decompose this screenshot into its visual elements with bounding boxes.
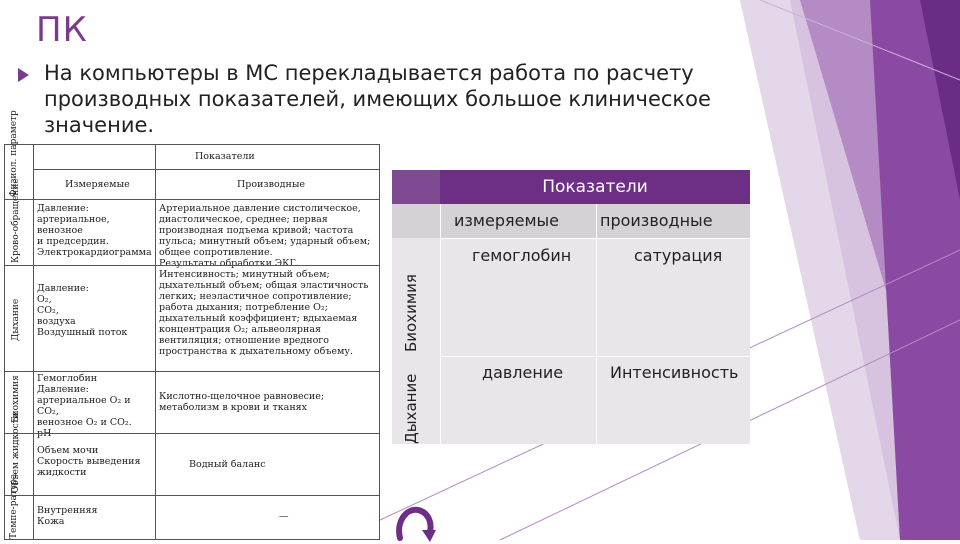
scan-cell: Гемоглобин Давление: артериальное O₂ и CO₂, венозное O₂ и CO₂. pH <box>37 373 132 439</box>
scan-col-derived: Производные <box>237 179 306 190</box>
row-label-breathing: Дыхание <box>402 373 420 444</box>
curved-arrow-icon[interactable] <box>392 500 438 544</box>
scan-cell: Давление: артериальное, венозное и предсердин. Электрокардиограмма <box>37 203 152 258</box>
scan-cell: — <box>279 511 289 522</box>
scan-col-measured: Измеряемые <box>65 179 130 190</box>
table-divider <box>440 238 750 239</box>
table-header-label: Показатели <box>542 177 648 197</box>
slide-title: ПК <box>36 10 88 50</box>
scan-col-divider <box>155 145 156 539</box>
column-derived: производные <box>600 211 713 230</box>
scanned-table-image <box>4 110 380 540</box>
scan-cell: Давление: O₂, CO₂, воздуха Воздушный поток <box>37 283 128 338</box>
scan-row-line <box>5 433 379 434</box>
scan-row-head: Объем жидкости <box>11 412 21 493</box>
bullet-text: На компьютеры в МС перекладывается работа по расчету производных показателей, имеющих большое клиническое значение. <box>44 61 711 137</box>
scan-cell: Артериальное давление систолическое, диастолическое, среднее; первая производная подъема кривой; частота пульса; минутный объем; ударный объем; общее сопротивление. Результаты обработки ЭКГ. <box>159 203 371 269</box>
scan-header: Показатели <box>195 151 255 162</box>
scan-cell: Объем мочи Скорость выведения жидкости <box>37 445 141 478</box>
table-divider <box>596 204 597 444</box>
scan-row-head: Крово-обращение <box>11 178 21 263</box>
scan-row-head: Биохимия <box>11 375 21 423</box>
scan-row-line <box>5 199 379 200</box>
scan-cell: Интенсивность; минутный объем; дыхательный объем; общая эластичность легких; неэластичное сопротивление; работа дыхания; потребление O₂; дыхательный коэффициент; вдыхаемая концентрация O₂; альвеолярная вентиляция; отношение вредного пространства к дыхательному объему. <box>159 269 369 357</box>
column-measured: измеряемые <box>454 211 559 230</box>
scan-cell: Кислотно-щелочное равновесие; метаболизм в крови и тканях <box>159 391 325 413</box>
scan-row-line <box>5 495 379 496</box>
table-corner <box>392 170 440 204</box>
cell-intensity: Интенсивность <box>610 363 739 382</box>
cell-saturation: сатурация <box>634 246 723 265</box>
table-divider <box>440 204 441 444</box>
scan-row-head: Физиол. параметр <box>9 110 19 197</box>
cell-pressure: давление <box>482 363 564 382</box>
scan-col-divider <box>33 145 34 539</box>
triangle-bullet-icon <box>18 68 29 82</box>
row-label-biochemistry: Биохимия <box>402 274 420 352</box>
scan-cell: Внутренняя Кожа <box>37 505 98 527</box>
scan-row-head: Дыхание <box>11 298 21 341</box>
scan-row-line <box>33 169 155 170</box>
scan-row-line <box>5 371 379 372</box>
scan-row-head: Темпе-ратура <box>9 473 19 539</box>
scan-row-line <box>155 169 379 170</box>
scan-cell: Водный баланс <box>189 459 266 470</box>
table-subheader-corner <box>392 204 440 238</box>
table-divider <box>440 356 750 357</box>
scan-row-line <box>5 265 379 266</box>
indicators-table <box>392 170 750 444</box>
cell-hemoglobin: гемоглобин <box>472 246 572 265</box>
